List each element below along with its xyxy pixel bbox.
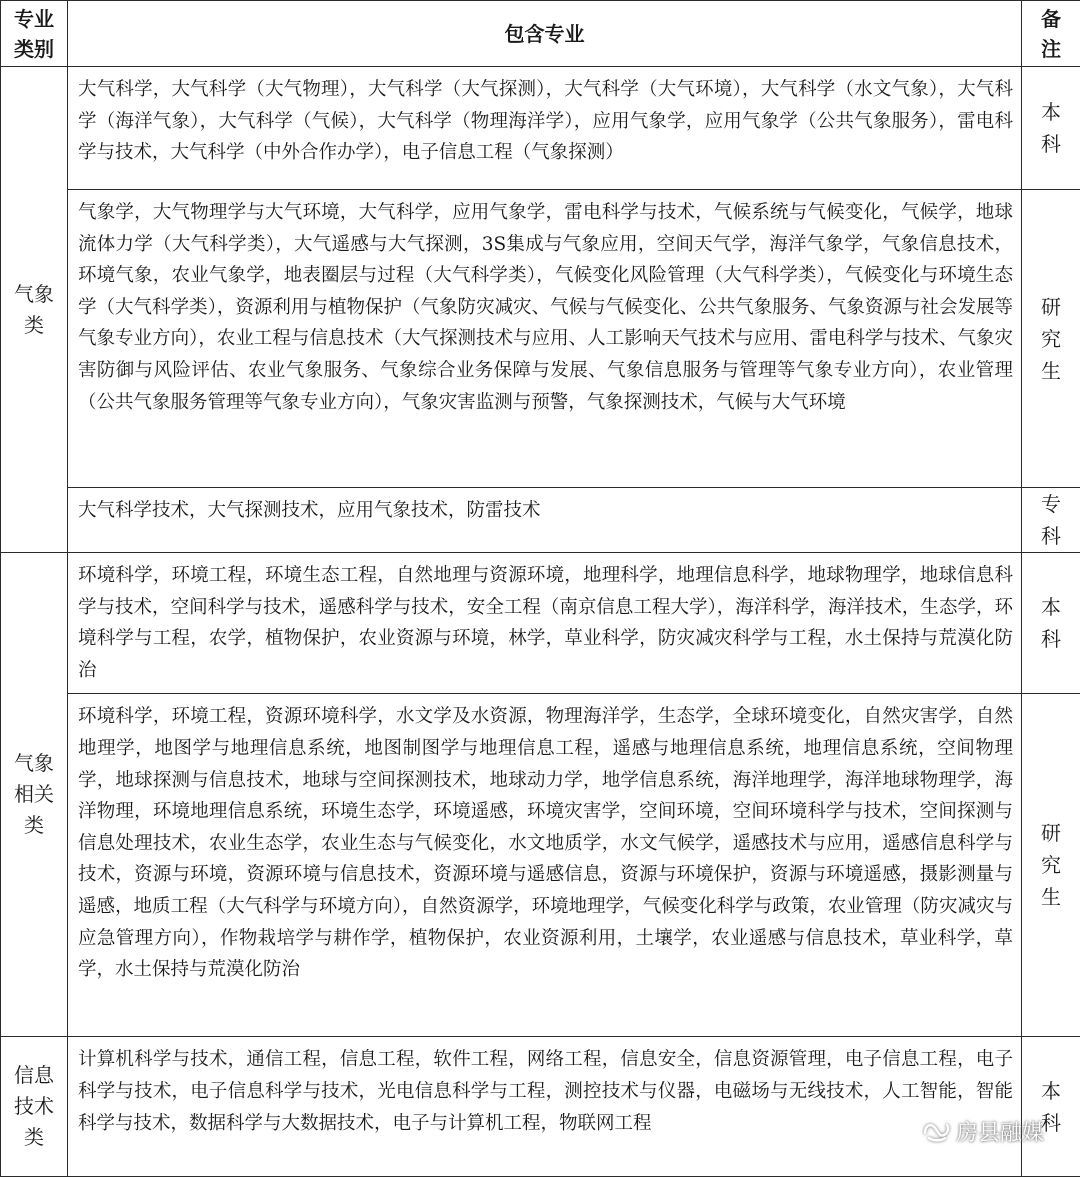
majors-cell: 环境科学，环境工程，环境生态工程，自然地理与资源环境，地理科学，地理信息科学，地球物理学，地球信息科学与技术，空间科学与技术，遥感科学与技术，安全工程（南京信息工程大学），海洋科学，海洋技术，生态学，环境科学与工程，农学，植物保护，农业资源与环境，林学，草业科学，防灾减灾科学与工程，水土保持与荒漠化防治 — [68, 553, 1022, 694]
header-remarks: 备注 — [1022, 1, 1080, 67]
header-majors: 包含专业 — [68, 1, 1022, 67]
header-row — [1, 1, 1080, 67]
watermark — [922, 1116, 1044, 1147]
majors-cell: 大气科学，大气科学（大气物理），大气科学（大气探测），大气科学（大气环境），大气科学（水文气象），大气科学（海洋气象），大气科学（气候），大气科学（物理海洋学），应用气象学，应用气象学（公共气象服务），雷电科学与技术，大气科学（中外合作办学），电子信息工程（气象探测） — [68, 67, 1022, 190]
majors-cell: 气象学，大气物理学与大气环境，大气科学，应用气象学，雷电科学与技术，气候系统与气候变化，气候学，地球流体力学（大气科学类），大气遥感与大气探测，3S集成与气象应用，空间天气学，海洋气象学，气象信息技术，环境气象，农业气象学，地表圈层与过程（大气科学类），气候变化风险管理（大气科学类），气候变化与环境生态学（大气科学类），资源利用与植物保护（气象防灾减灾、气候与气候变化、公共气象服务、气象资源与社会发展等气象专业方向），农业工程与信息技术（大气探测技术与应用、人工影响天气技术与应用、雷电科学与技术、气象灾害防御与风险评估、农业气象服务、气象综合业务保障与发展、气象信息服务与管理等气象专业方向），农业管理（公共气象服务管理等气象专业方向），气象灾害监测与预警，气象探测技术，气候与大气环境 — [68, 190, 1022, 488]
table-row — [1, 694, 1080, 1037]
table-row — [1, 190, 1080, 488]
watermark-text: 房县融媒 — [956, 1116, 1044, 1147]
category-information-technology: 信息技术类 — [1, 1037, 68, 1177]
majors-cell: 大气科学技术，大气探测技术，应用气象技术，防雷技术 — [68, 488, 1022, 553]
degree-note: 本科 — [1022, 553, 1080, 694]
category-meteorology-related: 气象相关类 — [1, 553, 68, 1037]
majors-cell: 计算机科学与技术，通信工程，信息工程，软件工程，网络工程，信息安全，信息资源管理，电子信息工程，电子科学与技术，电子信息科学与技术，光电信息科学与工程，测控技术与仪器，电磁场与无线技术，人工智能，智能科学与技术，数据科学与大数据技术，电子与计算机工程，物联网工程 — [68, 1037, 1022, 1177]
degree-note: 研究生 — [1022, 694, 1080, 1037]
table-row — [1, 488, 1080, 553]
table-row — [1, 67, 1080, 190]
degree-note: 专科 — [1022, 488, 1080, 553]
category-meteorology: 气象类 — [1, 67, 68, 553]
majors-cell: 环境科学，环境工程，资源环境科学，水文学及水资源，物理海洋学，生态学，全球环境变化，自然灾害学，自然地理学，地图学与地理信息系统，地图制图学与地理信息工程，遥感与地理信息系统，地理信息系统，空间物理学，地球探测与信息技术，地球与空间探测技术，地球动力学，地学信息系统，海洋地理学，海洋地球物理学，海洋物理，环境地理信息系统，环境生态学，环境遥感，环境灾害学，空间环境，空间环境科学与技术，空间探测与信息处理技术，农业生态学，农业生态与气候变化，水文地质学，水文气候学，遥感技术与应用，遥感信息科学与技术，资源与环境，资源环境与信息技术，资源环境与遥感信息，资源与环境保护，资源与环境遥感，摄影测量与遥感，地质工程（大气科学与环境方向），自然资源学，环境地理学，气候变化科学与政策，农业管理（防灾减灾与应急管理方向），作物栽培学与耕作学，植物保护，农业资源利用，土壤学，农业遥感与信息技术，草业科学，草学，水土保持与荒漠化防治 — [68, 694, 1022, 1037]
degree-note: 本科 — [1022, 67, 1080, 190]
header-category: 专业类别 — [1, 1, 68, 67]
table-row — [1, 1037, 1080, 1177]
wechat-channel-icon — [922, 1119, 952, 1145]
table-row — [1, 553, 1080, 694]
degree-note: 研究生 — [1022, 190, 1080, 488]
degree-note: 本科 — [1022, 1037, 1080, 1177]
